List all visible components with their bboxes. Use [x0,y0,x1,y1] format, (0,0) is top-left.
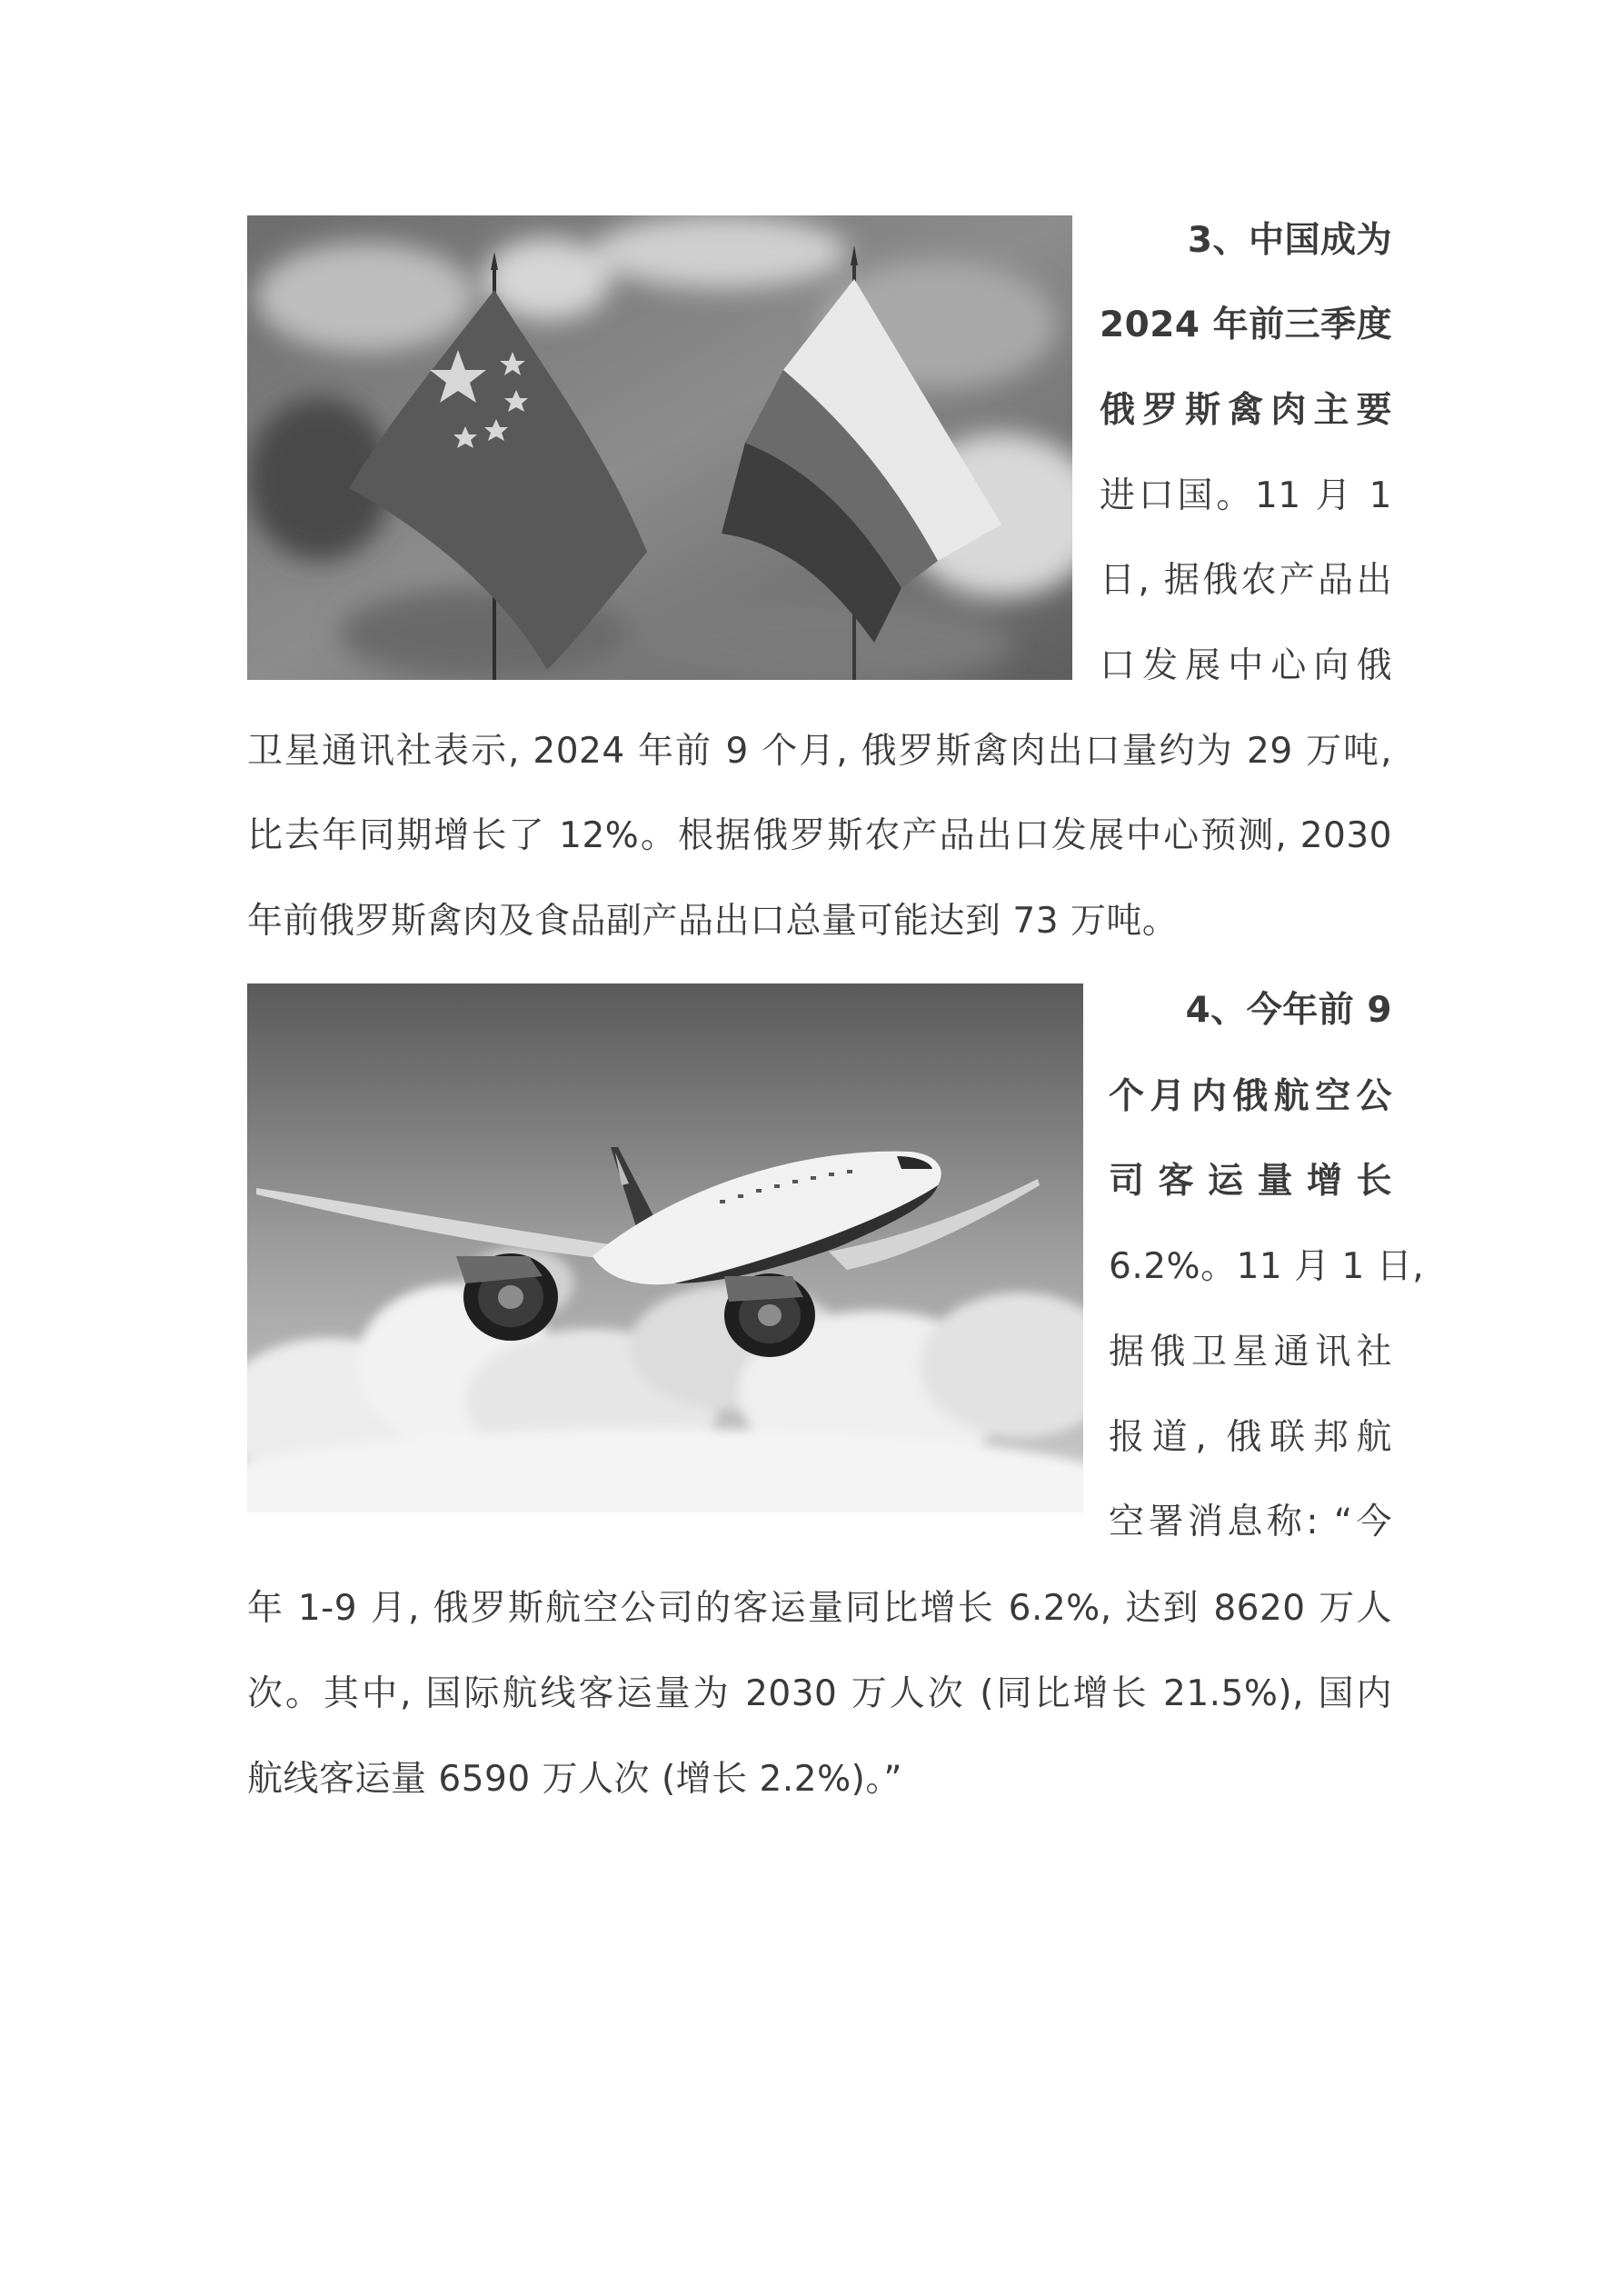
section4-heading-line-3: 司客运量增长 [1109,1161,1392,1202]
section4-side-line-4: 6.2%。11 月 1 日, [1109,1246,1425,1287]
section3-side-line-4: 进口国。11 月 1 [1100,475,1392,516]
airliner-photo [247,983,1083,1512]
section3-heading-line-1: 3、中国成为 [1187,220,1392,261]
china-russia-flags-photo [247,215,1072,680]
section3-body-line-3: 年前俄罗斯禽肉及食品副产品出口总量可能达到 73 万吨。 [247,901,1179,942]
section3-side-line-5: 日, 据俄农产品出 [1100,560,1392,601]
section4-side-line-7: 空署消息称: “今 [1109,1502,1392,1542]
section3-side-line-6: 口发展中心向俄 [1100,645,1392,686]
section4-body-line-1: 年 1-9 月, 俄罗斯航空公司的客运量同比增长 6.2%, 达到 8620 万人 [247,1588,1392,1629]
section4-side-line-6: 报道, 俄联邦航 [1109,1417,1392,1458]
section3-body-line-1: 卫星通讯社表示, 2024 年前 9 个月, 俄罗斯禽肉出口量约为 29 万吨, [247,731,1392,772]
section4-body-line-3: 航线客运量 6590 万人次 (增长 2.2%)。” [247,1759,903,1800]
section4-heading-line-1: 4、今年前 9 [1185,990,1392,1031]
flags-illustration [247,215,1072,680]
section3-heading-line-3: 俄罗斯禽肉主要 [1100,390,1392,431]
section4-side-line-5: 据俄卫星通讯社 [1109,1332,1392,1373]
airliner-illustration [247,983,1083,1512]
section3-body-line-2: 比去年同期增长了 12%。根据俄罗斯农产品出口发展中心预测, 2030 [247,815,1392,856]
section3-heading-line-2: 2024 年前三季度 [1100,304,1393,345]
section4-heading-line-2: 个月内俄航空公 [1109,1076,1392,1117]
section4-body-line-2: 次。其中, 国际航线客运量为 2030 万人次 (同比增长 21.5%), 国内 [247,1673,1392,1714]
